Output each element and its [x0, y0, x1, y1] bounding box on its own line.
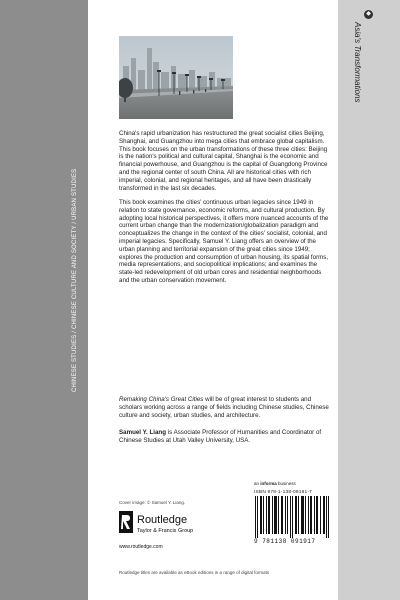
subject-categories: CHINESE STUDIES / CHINESE CULTURE AND SOCIETY / URBAN STUDIES	[72, 168, 78, 392]
blurb-paragraph-3: Remaking China's Great Cities will be of great interest to students and scholars working across a range of fields including Chinese studies, Chinese culture and society, urban studies, and architecture.	[119, 396, 329, 419]
publisher-group: Taylor & Francis Group	[137, 528, 194, 534]
publisher-url: www.routledge.com	[119, 544, 163, 550]
informa-business-note: an informa business	[254, 481, 296, 486]
blurb-paragraph-2: This book examines the cities' continuous urban legacies since 1949 in relation to state governance, economic reforms, and cultural production. By adopting local historical perspectives, it offers more nuanced accounts of the current urban change than the modernization/globalization paradigm and conceptualizes the change in the context of the cities' socialist, colonial, and imperial legacies. Specifically, Samuel Y. Liang offers an overview of the urban planning and territorial expansion of the great cities since 1949; explores the production and consumption of urban housing, its spatial forms, media representations, and sociopolitical implications; and examines the state-led redevelopment of old urban cores and residential neighborhoods and the urban conservation movement.	[119, 199, 329, 284]
right-band	[338, 0, 400, 600]
cover-photo	[119, 36, 233, 119]
blurb-paragraph-1: China's rapid urbanization has restructured the great socialist cities Beijing, Shanghai, and Guangzhou into mega cities that embrace global capitalism. This book focuses on the urban transformations of these three cities: Beijing is the nation's political and cultural capital, Shanghai is the economic and financial powerhouse, and Guangzhou is the capital of Guangdong Province and the regional center of south China. All are historical cities with rich imperial, colonial, and regional heritages, and all have been drastically transformed in the last six decades.	[119, 130, 328, 192]
book-title: Remaking China's Great Cities	[119, 396, 204, 403]
barcode-digits: 9 781138 091917	[254, 538, 316, 545]
cover-image-credit: Cover image: © Samuel Y. Liang.	[119, 500, 186, 505]
routledge-logo-icon	[119, 511, 133, 533]
publisher-name: Routledge	[137, 514, 188, 526]
isbn-line: ISBN 978-1-138-09191-7	[254, 490, 312, 495]
barcode	[254, 496, 331, 538]
author-name: Samuel Y. Liang	[119, 429, 166, 436]
series-title: Asia's Transformations	[353, 22, 362, 103]
series-logo-icon: ◆	[364, 10, 373, 19]
ebook-note: Routledge titles are available as eBook editions in a range of digital formats	[119, 570, 270, 575]
author-bio: Samuel Y. Liang is Associate Professor of Humanities and Coordinator of Chinese Studies at Utah Valley University, USA.	[119, 429, 322, 444]
